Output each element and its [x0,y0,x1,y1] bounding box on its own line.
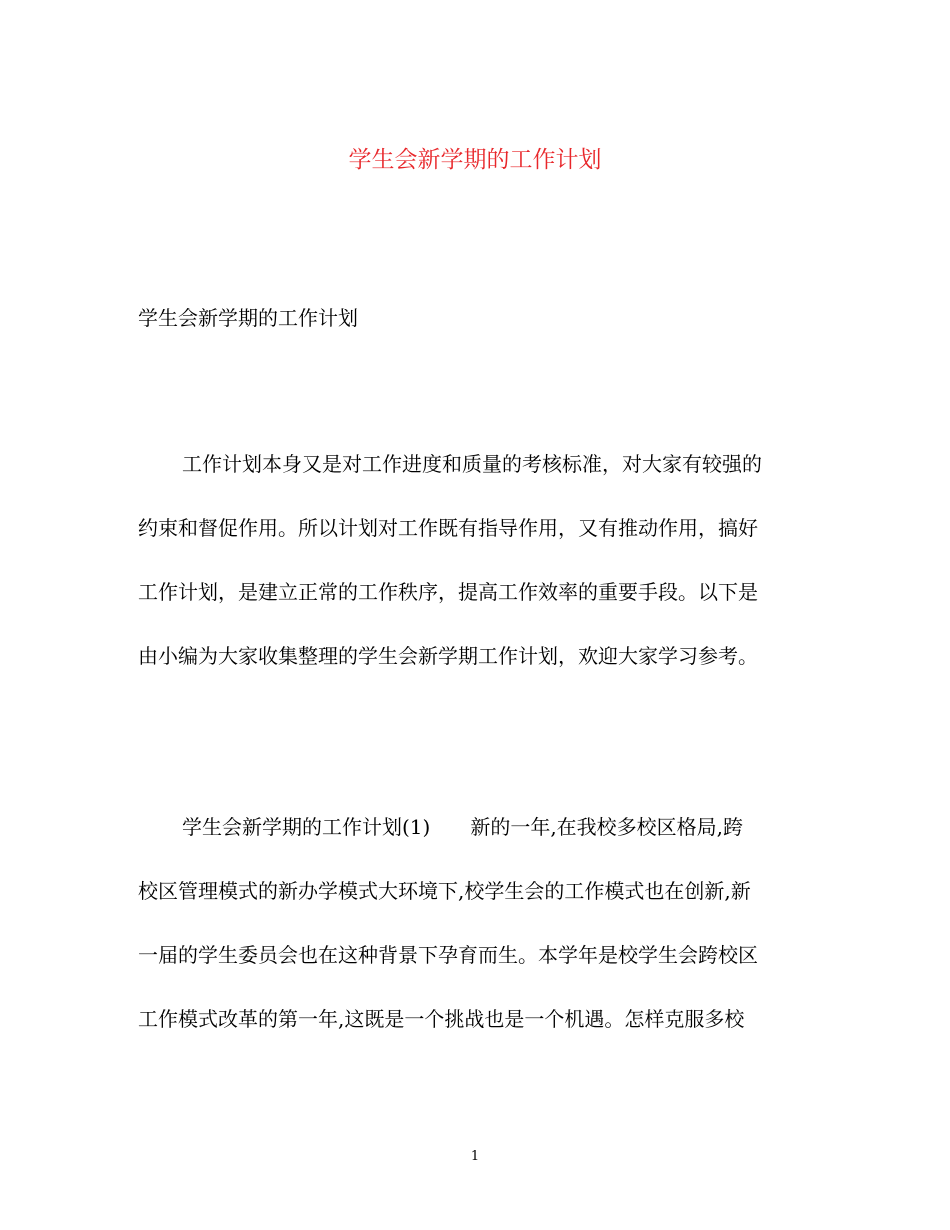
paragraph-intro [138,449,813,705]
paragraph-line: 约束和督促作用。所以计划对工作既有指导作用，又有推动作用，搞好 [138,516,758,540]
paragraph-line: 工作计划本身又是对工作进度和质量的考核标准，对大家有较强的 [182,452,762,476]
paragraph-line: 学生会新学期的工作计划(1) 新的一年,在我校多校区格局,跨 [182,815,744,839]
paragraph-line: 工作计划，是建立正常的工作秩序，提高工作效率的重要手段。以下是 [138,580,758,604]
paragraph-line: 由小编为大家收集整理的学生会新学期工作计划，欢迎大家学习参考。 [138,644,758,668]
paragraph-line: 校区管理模式的新办学模式大环境下,校学生会的工作模式也在创新,新 [138,879,751,903]
document-title: 学生会新学期的工作计划 [348,147,602,173]
document-subtitle: 学生会新学期的工作计划 [138,306,358,330]
paragraph-line: 工作模式改革的第一年,这既是一个挑战也是一个机遇。怎样克服多校 [138,1007,745,1031]
paragraph-line: 一届的学生委员会也在这种背景下孕育而生。本学年是校学生会跨校区 [138,943,758,967]
page-number: 1 [470,1149,480,1164]
paragraph-plan-1 [138,812,813,1068]
